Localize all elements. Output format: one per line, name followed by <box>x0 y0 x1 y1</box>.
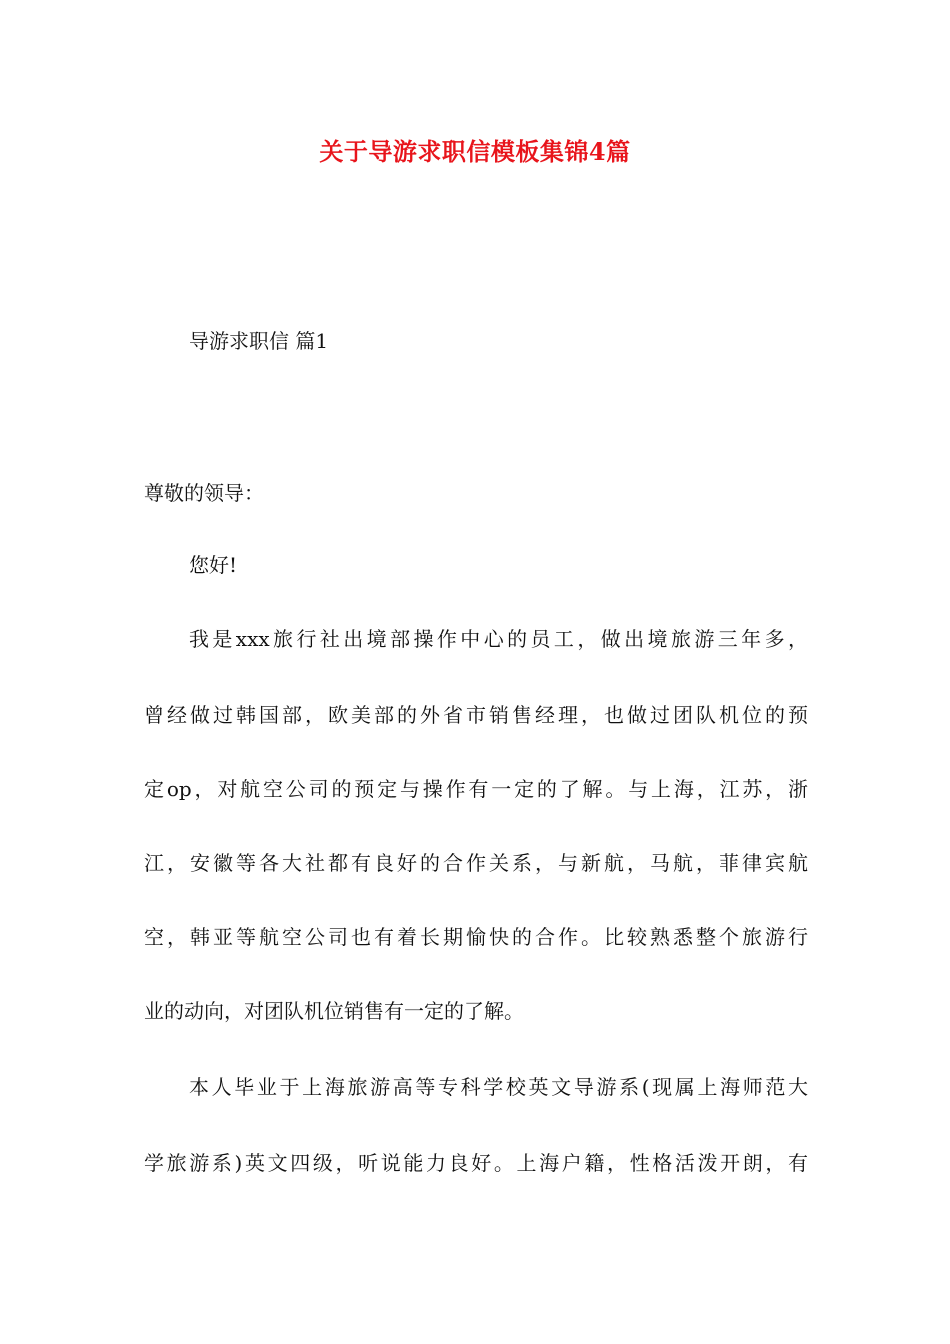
paragraph-1-line-2: 曾经做过韩国部，欧美部的外省市销售经理，也做过团队机位的预 <box>144 703 808 727</box>
greeting: 您好! <box>189 553 238 577</box>
paragraph-1-line-4: 江，安徽等各大社都有良好的合作关系，与新航，马航，菲律宾航 <box>144 851 808 875</box>
paragraph-1-line-3: 定op，对航空公司的预定与操作有一定的了解。与上海，江苏，浙 <box>144 777 808 801</box>
paragraph-1-line-1: 我是xxx旅行社出境部操作中心的员工，做出境旅游三年多， <box>189 627 808 651</box>
paragraph-2-line-1: 本人毕业于上海旅游高等专科学校英文导游系(现属上海师范大 <box>189 1075 808 1099</box>
document-title: 关于导游求职信模板集锦4篇 <box>319 137 631 166</box>
salutation: 尊敬的领导： <box>144 481 264 505</box>
paragraph-1-line-6: 业的动向，对团队机位销售有一定的了解。 <box>144 999 524 1023</box>
paragraph-2-line-2: 学旅游系)英文四级，听说能力良好。上海户籍，性格活泼开朗，有 <box>144 1151 808 1175</box>
section-heading: 导游求职信 篇1 <box>189 329 329 353</box>
paragraph-1-line-5: 空，韩亚等航空公司也有着长期愉快的合作。比较熟悉整个旅游行 <box>144 925 808 949</box>
